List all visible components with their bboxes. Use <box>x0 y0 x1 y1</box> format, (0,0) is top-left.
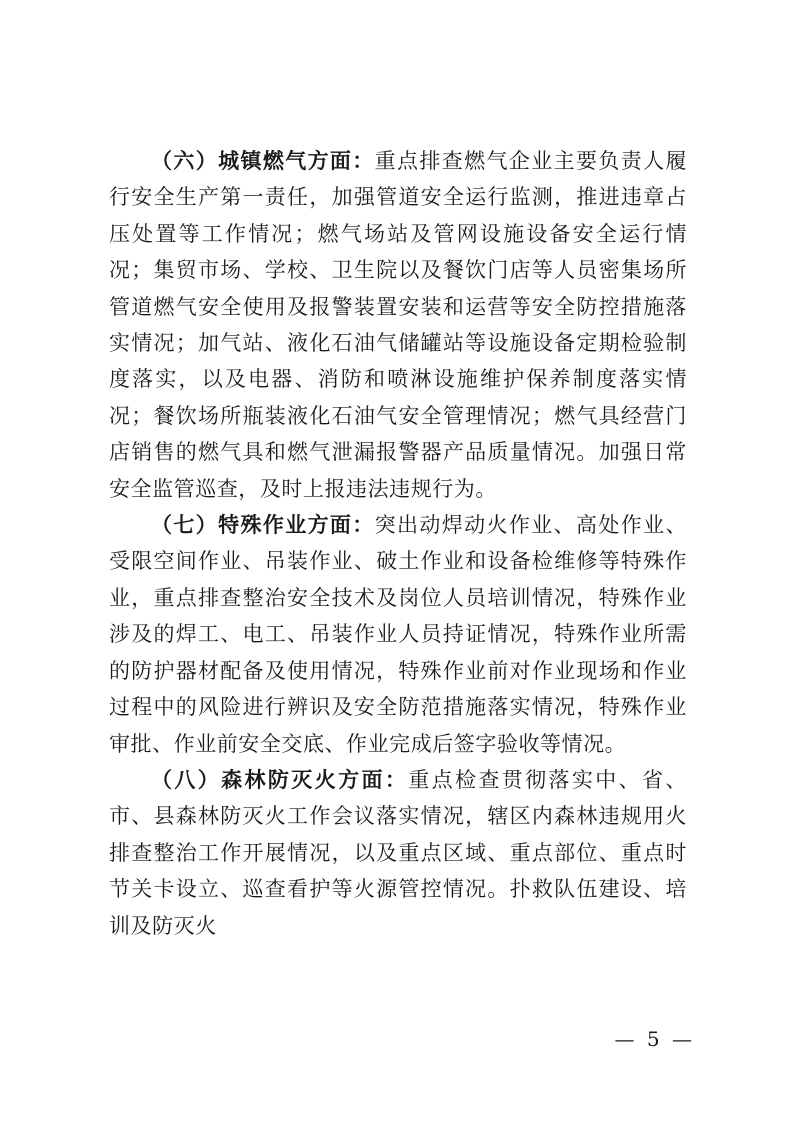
paragraph-text: 重点检查贯彻落实中、省、市、县森林防灭火工作会议落实情况，辖区内森林违规用火排查整治工作开展情况，以及重点区域、重点部位、重点时节关卡设立、巡查看护等火源管控情况。扑救队伍建设、培训及防灭火 <box>109 767 687 938</box>
paragraph-heading: （八）森林防灭火方面： <box>151 767 409 792</box>
page-number: — 5 — <box>614 1027 695 1051</box>
paragraph-urban-gas <box>109 143 687 507</box>
document-body <box>109 143 687 944</box>
paragraph-text: 重点排查燃气企业主要负责人履行安全生产第一责任，加强管道安全运行监测，推进违章占压处置等工作情况；燃气场站及管网设施设备安全运行情况；集贸市场、学校、卫生院以及餐饮门店等人员密集场所管道燃气安全使用及报警装置安装和运营等安全防控措施落实情况；加气站、液化石油气储罐站等设施设备定期检验制度落实，以及电器、消防和喷淋设施维护保养制度落实情况；餐饮场所瓶装液化石油气安全管理情况；燃气具经营门店销售的燃气具和燃气泄漏报警器产品质量情况。加强日常安全监管巡查，及时上报违法违规行为。 <box>109 149 687 501</box>
paragraph-heading: （六）城镇燃气方面： <box>151 149 375 173</box>
paragraph-heading: （七）特殊作业方面： <box>151 513 375 538</box>
paragraph-text: 突出动焊动火作业、高处作业、受限空间作业、吊装作业、破土作业和设备检维修等特殊作业，重点排查整治安全技术及岗位人员培训情况，特殊作业涉及的焊工、电工、吊装作业人员持证情况，特殊作业所需的防护器材配备及使用情况，特殊作业前对作业现场和作业过程中的风险进行辨识及安全防范措施落实情况，特殊作业审批、作业前安全交底、作业完成后签字验收等情况。 <box>109 513 687 756</box>
paragraph-special-operations <box>109 507 687 762</box>
paragraph-forest-fire <box>109 762 687 944</box>
